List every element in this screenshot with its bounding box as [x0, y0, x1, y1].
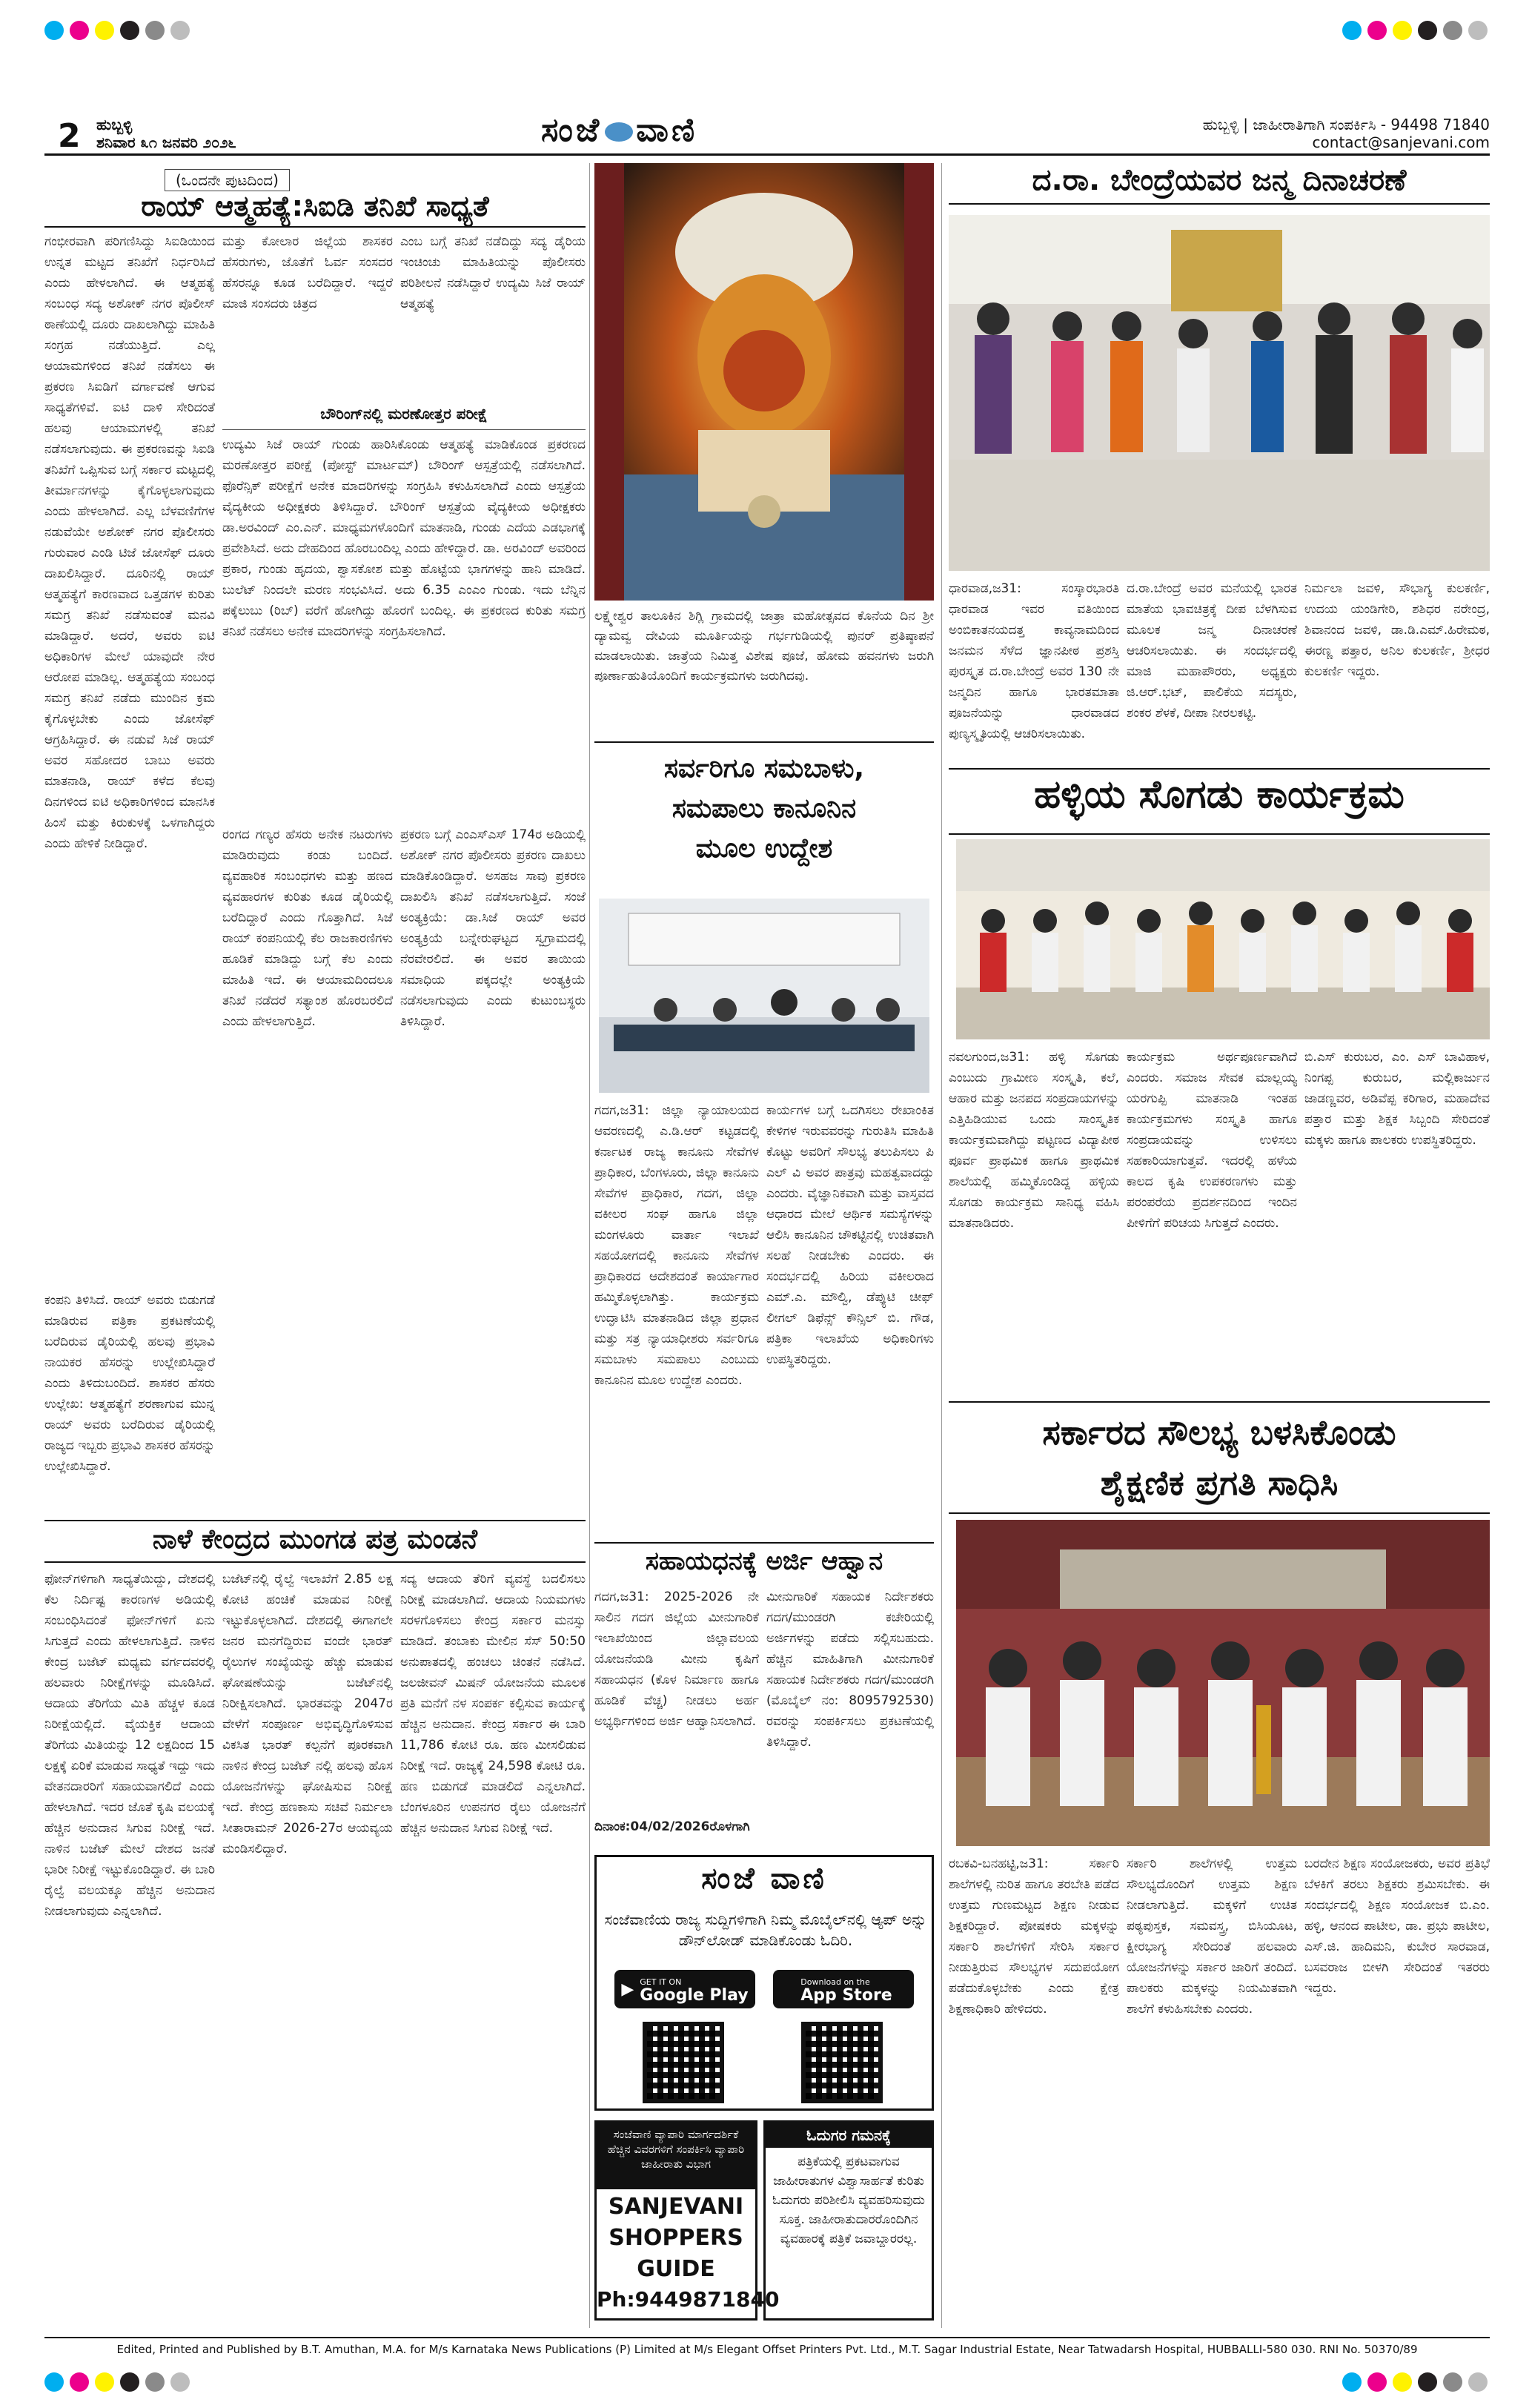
budget-column-1: ಫೋನ್‌ಗಳಿಗಾಗಿ ಸಾಧ್ಯತೆಯಿದ್ದು, ದೇಶದಲ್ಲಿ ಕೆಲ ನಿರ್ದಿಷ್ಟ ಕಾರಣಗಳ ಅಡಿಯಲ್ಲಿ ಸಂಬಂಧಿಸಿದಂತೆ ಫೋನ್‌ಗಳಿಗೆ ಏನು ಸಿಗುತ್ತದೆ ಎಂದು ಹೇಳಲಾಗುತ್ತಿದೆ. ನಾಳಿನ ಕೇಂದ್ರ ಬಜೆಟ್ ಮಧ್ಯಮ ವರ್ಗದವರಲ್ಲಿ ಹಲವಾರು ನಿರೀಕ್ಷೆಗಳನ್ನು ಮೂಡಿಸಿದೆ. ಆದಾಯ ತೆರಿಗೆಯ ಮಿತಿ ಹೆಚ್ಚಳ ಕೂಡ ನಿರೀಕ್ಷೆಯಲ್ಲಿದೆ. ವೈಯಕ್ತಿಕ ಆದಾಯ ತೆರಿಗೆಯ ಮಿತಿಯನ್ನು 12 ಲಕ್ಷದಿಂದ 15 ಲಕ್ಷಕ್ಕೆ ಏರಿಕೆ ಮಾಡುವ ಸಾಧ್ಯತೆ ಇದ್ದು ಇದು ವೇತನದಾರರಿಗೆ ಸಹಾಯವಾಗಲಿದೆ ಎಂದು ಹೇಳಲಾಗಿದೆ. ಇದರ ಜೊತೆ ಕೃಷಿ ವಲಯಕ್ಕೆ ಹೆಚ್ಚಿನ ಅನುದಾನ ಸಿಗುವ ನಿರೀಕ್ಷೆ ಇದೆ. ನಾಳಿನ ಬಜೆಟ್ ಮೇಲೆ ದೇಶದ ಜನತೆ ಭಾರೀ ನಿರೀಕ್ಷೆ ಇಟ್ಟುಕೊಂಡಿದ್ದಾರೆ. ಈ ಬಾರಿ ರೈಲ್ವೆ ವಲಯಕ್ಕೂ ಹೆಚ್ಚಿನ ಅನುದಾನ ನೀಡಲಾಗುವುದು ಎನ್ನಲಾಗಿದೆ.: [44, 1572, 215, 1919]
qr-code-ios-icon: [801, 2022, 883, 2103]
education-column-1: ರಬಕವಿ-ಬನಹಟ್ಟಿ,ಜ31: ಸರ್ಕಾರಿ ಶಾಲೆಗಳಲ್ಲಿ ನುರಿತ ಹಾಗೂ ತರಬೇತಿ ಪಡೆದ ಉತ್ತಮ ಗುಣಮಟ್ಟದ ಶಿಕ್ಷಣ ನೀಡುವ ಶಿಕ್ಷಕರಿದ್ದಾರೆ. ಪೋಷಕರು ಮಕ್ಕಳನ್ನು ಸರ್ಕಾರಿ ಶಾಲೆಗಳಿಗೆ ಸೇರಿಸಿ ಸರ್ಕಾರ ನೀಡುತ್ತಿರುವ ಸೌಲಭ್ಯಗಳ ಸದುಪಯೋಗ ಪಡೆದುಕೊಳ್ಳಬೇಕು ಎಂದು ಕ್ಷೇತ್ರ ಶಿಕ್ಷಣಾಧಿಕಾರಿ ಹೇಳಿದರು.: [949, 1856, 1119, 2017]
black-dot: [120, 2372, 139, 2392]
gray-dot: [1443, 2372, 1462, 2392]
headline-rai: ರಾಯ್ ಆತ್ಮಹತ್ಯೆ:ಸಿಐಡಿ ತನಿಖೆ ಸಾಧ್ಯತೆ: [44, 190, 586, 228]
cyan-dot: [44, 2372, 64, 2392]
shoppers-guide-header: ಸಂಜೆವಾಣಿ ವ್ಯಾಪಾರಿ ಮಾರ್ಗದರ್ಶಿಕೆ ಹೆಚ್ಚಿನ ವಿವರಗಳಿಗೆ ಸಂಪರ್ಕಿಸಿ ವ್ಯಾಪಾರಿ ಜಾಹೀರಾತು ವಿಭಾಗ: [597, 2123, 755, 2189]
magenta-dot: [1367, 2372, 1387, 2392]
headline-equality: [594, 749, 934, 869]
education-event-photo: [956, 1520, 1490, 1846]
column-rule: [941, 163, 942, 2328]
black-dot: [120, 21, 139, 40]
village-event-photo: [956, 839, 1490, 1039]
yellow-dot: [95, 21, 114, 40]
headline-budget: ನಾಳೆ ಕೇಂದ್ರದ ಮುಂಗಡ ಪತ್ರ ಮಂಡನೆ: [152, 1524, 478, 1555]
registration-marks-top-left: [44, 21, 190, 40]
gray-dot: [145, 21, 165, 40]
registration-marks-top-right: [1342, 21, 1488, 40]
rai-column-1: ಗಂಭೀರವಾಗಿ ಪರಿಗಣಿಸಿದ್ದು ಸಿಐಡಿಯಿಂದ ಉನ್ನತ ಮಟ್ಟದ ತನಿಖೆಗೆ ನಿರ್ಧರಿಸಿದೆ ಎಂದು ಹೇಳಲಾಗಿದೆ. ಈ ಆತ್ಮಹತ್ಯೆ ಸಂಬಂಧ ಸದ್ಯ ಅಶೋಕ್ ನಗರ ಪೊಲೀಸ್ ಠಾಣೆಯಲ್ಲಿ ದೂರು ದಾಖಲಾಗಿದ್ದು ಮಾಹಿತಿ ಸಂಗ್ರಹ ನಡೆಯುತ್ತಿದೆ. ಎಲ್ಲ ಆಯಾಮಗಳಿಂದ ತನಿಖೆ ನಡೆಸಲು ಈ ಪ್ರಕರಣ ಸಿಐಡಿಗೆ ವರ್ಗಾವಣೆ ಆಗುವ ಸಾಧ್ಯತೆಗಳಿವೆ. ಐಟಿ ದಾಳಿ ಸೇರಿದಂತೆ ಹಲವು ಆಯಾಮಗಳಲ್ಲಿ ತನಿಖೆ ನಡೆಸಲಾಗುವುದು. ಈ ಪ್ರಕರಣವನ್ನು ಸಿಐಡಿ ತನಿಖೆಗೆ ಒಪ್ಪಿಸುವ ಬಗ್ಗೆ ಸರ್ಕಾರ ಮಟ್ಟದಲ್ಲಿ ತೀರ್ಮಾನಗಳನ್ನು ಕೈಗೊಳ್ಳಲಾಗುವುದು ಎಂದು ಹೇಳಲಾಗಿದೆ. ಎಲ್ಲ ಬೆಳವಣಿಗೆಗಳ ನಡುವೆಯೇ ಅಶೋಕ್ ನಗರ ಪೊಲೀಸರು ಗುರುವಾರ ಎಂಡಿ ಟಿಜೆ ಜೋಸೆಫ್ ದೂರು ದಾಖಲಿಸಿದ್ದಾರೆ. ದೂರಿನಲ್ಲಿ ರಾಯ್ ಆತ್ಮಹತ್ಯೆಗೆ ಕಾರಣವಾದ ಒತ್ತಡಗಳ ಕುರಿತು ಸಮಗ್ರ ತನಿಖೆ ನಡೆಸುವಂತೆ ಮನವಿ ಮಾಡಿದ್ದಾರೆ. ಅದರೆ, ಅವರು ಐಟಿ ಅಧಿಕಾರಿಗಳ ಮೇಲೆ ಯಾವುದೇ ನೇರ ಆರೋಪ ಮಾಡಿಲ್ಲ. ಆತ್ಮಹತ್ಯೆಯ ಸಂಬಂಧ ಸಮಗ್ರ ತನಿಖೆ ನಡೆದು ಮುಂದಿನ ಕ್ರಮ ಕೈಗೊಳ್ಳಬೇಕು ಎಂದು ಜೋಸೆಫ್ ಆಗ್ರಹಿಸಿದ್ದಾರೆ. ಈ ನಡುವೆ ಸಿಜೆ ರಾಯ್ ಅವರ ಸಹೋದರ ಬಾಬು ಅವರು ಮಾತನಾಡಿ, ರಾಯ್ ಕಳೆದ ಕೆಲವು ದಿನಗಳಿಂದ ಐಟಿ ಅಧಿಕಾರಿಗಳಿಂದ ಮಾನಸಿಕ ಹಿಂಸೆ ಮತ್ತು ಕಿರುಕುಳಕ್ಕೆ ಒಳಗಾಗಿದ್ದರು ಎಂದು ಹೇಳಿಕೆ ನೀಡಿದ್ದಾರೆ.: [44, 234, 215, 851]
registration-marks-bottom-right: [1342, 2372, 1488, 2392]
headline-education: [949, 1407, 1490, 1508]
readers-notice-body: ಪತ್ರಿಕೆಯಲ್ಲಿ ಪ್ರಕಟವಾಗುವ ಜಾಹೀರಾತುಗಳ ವಿಶ್ವಾಸಾರ್ಹತೆ ಕುರಿತು ಓದುಗರು ಪರಿಶೀಲಿಸಿ ವ್ಯವಹರಿಸುವುದು ಸೂಕ್ತ. ಜಾಹೀರಾತುದಾರರೊಂದಿಗಿನ ವ್ಯವಹಾರಕ್ಕೆ ಪತ್ರಿಕೆ ಜವಾಬ್ದಾರರಲ್ಲ.: [772, 2154, 925, 2246]
equality-column-1: ಗದಗ,ಜ31: ಜಿಲ್ಲಾ ನ್ಯಾಯಾಲಯದ ಆವರಣದಲ್ಲಿ ಎ.ಡಿ.ಆರ್ ಕಟ್ಟಡದಲ್ಲಿ ಕರ್ನಾಟಕ ರಾಜ್ಯ ಕಾನೂನು ಸೇವೆಗಳ ಪ್ರಾಧಿಕಾರ, ಬೆಂಗಳೂರು, ಜಿಲ್ಲಾ ಕಾನೂನು ಸೇವೆಗಳ ಪ್ರಾಧಿಕಾರ, ಗದಗ, ಜಿಲ್ಲಾ ವಕೀಲರ ಸಂಘ ಹಾಗೂ ಜಿಲ್ಲಾ ಮಂಗಳೂರು ವಾರ್ತಾ ಇಲಾಖೆ ಸಹಯೋಗದಲ್ಲಿ ಕಾನೂನು ಸೇವೆಗಳ ಪ್ರಾಧಿಕಾರದ ಆದೇಶದಂತೆ ಕಾರ್ಯಾಗಾರ ಹಮ್ಮಿಕೊಳ್ಳಲಾಗಿತ್ತು. ಕಾರ್ಯಕ್ರಮ ಉದ್ಘಾಟಿಸಿ ಮಾತನಾಡಿದ ಜಿಲ್ಲಾ ಪ್ರಧಾನ ಮತ್ತು ಸತ್ರ ನ್ಯಾಯಾಧೀಶರು ಸರ್ವರಿಗೂ ಸಮಬಾಳು ಸಮಪಾಲು ಎಂಬುದು ಕಾನೂನಿನ ಮೂಲ ಉದ್ದೇಶ ಎಂದರು.: [594, 1103, 759, 1388]
bendre-event-photo: [949, 215, 1490, 571]
gray-dot: [145, 2372, 165, 2392]
page-number: 2: [58, 117, 81, 155]
qr-code-android-icon: [643, 2022, 724, 2103]
gray-dot: [1443, 21, 1462, 40]
divider: [949, 833, 1490, 835]
black-dot: [1418, 2372, 1437, 2392]
yellow-dot: [1393, 21, 1412, 40]
application-notice-date: ದಿನಾಂಕ:04/02/2026ರೊಳಗಾಗಿ: [594, 1819, 750, 1834]
magenta-dot: [70, 2372, 89, 2392]
application-column-2: ಮೀನುಗಾರಿಕೆ ಸಹಾಯಕ ನಿರ್ದೇಶಕರು ಗದಗ/ಮುಂಡರಗಿ ಕಚೇರಿಯಲ್ಲಿ ಅರ್ಜಿಗಳನ್ನು ಪಡೆದು ಸಲ್ಲಿಸಬಹುದು. ಹೆಚ್ಚಿನ ಮಾಹಿತಿಗಾಗಿ ಮೀನುಗಾರಿಕೆ ಸಹಾಯಕ ನಿರ್ದೇಶಕರು ಗದಗ/ಮುಂಡರಗಿ (ಮೊಬೈಲ್ ನಂ: 8095792530) ರವರನ್ನು ಸಂಪರ್ಕಿಸಲು ಪ್ರಕಟಣೆಯಲ್ಲಿ ತಿಳಿಸಿದ್ದಾರೆ.: [766, 1590, 934, 1750]
ad-contact-line: ಹುಬ್ಬಳ್ಳಿ | ಜಾಹೀರಾತಿಗಾಗಿ ಸಂಪರ್ಕಿಸಿ - 94498 71840: [1202, 116, 1490, 133]
cyan-dot: [44, 21, 64, 40]
divider: [594, 1542, 934, 1544]
ad-tagline: ಸಂಜೆವಾಣಿಯ ರಾಜ್ಯ ಸುದ್ದಿಗಳಿಗಾಗಿ ನಿಮ್ಮ ಮೊಬೈಲ್‌ನಲ್ಲಿ ಆ್ಯಪ್ ಅನ್ನು ಡೌನ್‌ಲೋಡ್ ಮಾಡಿಕೊಂಡು ಓದಿರಿ.: [604, 1911, 927, 1949]
google-play-label: Google Play: [640, 1986, 749, 2005]
globe-icon: [605, 122, 633, 142]
app-store-label: App Store: [800, 1986, 892, 2005]
imprint-footer: Edited, Printed and Published by B.T. Amuthan, M.A. for M/s Karnataka News Publications (P) Limited at M/s Elegant Offset Printers Pvt. Ltd., M.T. Sagar Industrial Estate, Near Tatwadarsh Hospital, HUBBALLI-580 030. RNI No. 50370/89: [44, 2337, 1490, 2359]
education-column-2: ಸರ್ಕಾರಿ ಶಾಲೆಗಳಲ್ಲಿ ಉತ್ತಮ ಸೌಲಭ್ಯದೊಂದಿಗೆ ಉತ್ತಮ ಶಿಕ್ಷಣ ನೀಡಲಾಗುತ್ತಿದೆ. ಮಕ್ಕಳಿಗೆ ಉಚಿತ ಪಠ್ಯಪುಸ್ತಕ, ಸಮವಸ್ತ್ರ, ಬಿಸಿಯೂಟ, ಕ್ಷೀರಭಾಗ್ಯ ಸೇರಿದಂತೆ ಹಲವಾರು ಯೋಜನೆಗಳನ್ನು ಸರ್ಕಾರ ಜಾರಿಗೆ ತಂದಿದೆ. ಪಾಲಕರು ಮಕ್ಕಳನ್ನು ನಿಯಮಿತವಾಗಿ ಶಾಲೆಗೆ ಕಳುಹಿಸಬೇಕು ಎಂದರು.: [1127, 1856, 1297, 2017]
village-column-3: ಬಿ.ಎಸ್ ಕುರುಬರ, ಎಂ. ಎಸ್ ಬಾವಿಹಾಳ, ನಿಂಗಪ್ಪ ಕುರುಬರ, ಮಲ್ಲಿಕಾರ್ಜುನ ಜಾಡಣ್ಣವರ, ಅಡಿವೆಪ್ಪ ಕರಿಗಾರ, ಮಹಾದೇವ ಪತ್ತಾರ ಮತ್ತು ಶಿಕ್ಷಕ ಸಿಬ್ಬಂದಿ ಸೇರಿದಂತೆ ಮಕ್ಕಳು ಹಾಗೂ ಪಾಲಕರು ಉಪಸ್ಥಿತರಿದ್ದರು.: [1304, 1050, 1490, 1148]
play-icon: ▶: [621, 1979, 634, 1999]
headline-equality-line-1: ಸರ್ವರಿಗೂ ಸಮಬಾಳು,: [663, 753, 865, 784]
newspaper-logo: [541, 111, 697, 149]
google-small-label: GET IT ON: [640, 1977, 682, 1987]
headline-equality-line-3: ಮೂಲ ಉದ್ದೇಶ: [695, 833, 833, 864]
budget-column-2: ಬಜೆಟ್‌ನಲ್ಲಿ ರೈಲ್ವೆ ಇಲಾಖೆಗೆ 2.85 ಲಕ್ಷ ಕೋಟಿ ಹಂಚಿಕೆ ಮಾಡುವ ನಿರೀಕ್ಷೆ ಇಟ್ಟುಕೊಳ್ಳಲಾಗಿದೆ. ದೇಶದಲ್ಲಿ ಈಗಾಗಲೇ ಜನರ ಮನಗೆದ್ದಿರುವ ವಂದೇ ಭಾರತ್ ರೈಲುಗಳ ಸಂಖ್ಯೆಯನ್ನು ಹೆಚ್ಚು ಮಾಡುವ ಘೋಷಣೆಯನ್ನು ಬಜೆಟ್‌ನಲ್ಲಿ ನಿರೀಕ್ಷಿಸಲಾಗಿದೆ. ಭಾರತವನ್ನು 2047ರ ವೇಳೆಗೆ ಸಂಪೂರ್ಣ ಅಭಿವೃದ್ಧಿಗೊಳಿಸುವ ವಿಕಸಿತ ಭಾರತ್ ಕಲ್ಪನೆಗೆ ಪೂರಕವಾಗಿ ನಾಳಿನ ಕೇಂದ್ರ ಬಜೆಟ್ ನಲ್ಲಿ ಹಲವು ಹೊಸ ಯೋಜನೆಗಳನ್ನು ಘೋಷಿಸುವ ನಿರೀಕ್ಷೆ ಇದೆ. ಕೇಂದ್ರ ಹಣಕಾಸು ಸಚಿವೆ ನಿರ್ಮಲಾ ಸೀತಾರಾಮನ್ 2026-27ರ ಆಯವ್ಯಯ ಮಂಡಿಸಲಿದ್ದಾರೆ.: [222, 1572, 393, 1856]
temple-deity-photo: [594, 163, 934, 601]
magenta-dot: [70, 21, 89, 40]
rai-subhead: ಬೌರಿಂಗ್‌ನಲ್ಲಿ ಮರಣೋತ್ತರ ಪರೀಕ್ಷೆ: [222, 405, 586, 430]
contact-email: contact@sanjevani.com: [1312, 133, 1490, 151]
lightgray-dot: [1468, 21, 1488, 40]
masthead-city: ಹುಬ್ಬಳ್ಳಿ: [96, 116, 133, 133]
headline-equality-line-2: ಸಮಪಾಲು ಕಾನೂನಿನ: [672, 793, 857, 824]
page-masthead: [44, 111, 1490, 156]
divider: [44, 1520, 586, 1521]
rai-column-3: ಎಂಬ ಬಗ್ಗೆ ತನಿಖೆ ನಡೆದಿದ್ದು ಸದ್ಯ ಡೈರಿಯ ಇಂಚಿಂಚು ಮಾಹಿತಿಯನ್ನು ಪೊಲೀಸರು ಪರಿಶೀಲನೆ ನಡೆಸಿದ್ದಾರೆ ಉದ್ಯಮಿ ಸಿಜೆ ರಾಯ್ ಆತ್ಮಹತ್ಯೆ: [400, 234, 586, 311]
shoppers-guide-ad: [594, 2120, 780, 2321]
apple-small-label: Download on the: [800, 1977, 870, 1987]
bendre-column-3: ನಿರ್ಮಲಾ ಜವಳಿ, ಸೌಭಾಗ್ಯ ಕುಲಕರ್ಣಿ, ಉದಯ ಯಂಡಿಗೇರಿ, ಶಶಿಧರ ನರೇಂದ್ರ, ಶಿವಾನಂದ ಜವಳಿ, ಡಾ.ಡಿ.ಎಮ್.ಹಿರೇಮಠ, ಈರಣ್ಣ ಪತ್ತಾರ, ಅನಿಲ ಕುಲಕರ್ಣಿ, ಶ್ರೀಧರ ಕುಲಕರ್ಣಿ ಇದ್ದರು.: [1304, 581, 1490, 679]
rai-column-bottom-2: ರಂಗದ ಗಣ್ಯರ ಹೆಸರು ಅನೇಕ ನಟರುಗಳು ಮಾಡಿರುವುದು ಕಂಡು ಬಂದಿದೆ. ವ್ಯವಹಾರಿಕ ಸಂಬಂಧಗಳು ಮತ್ತು ಹಣದ ವ್ಯವಹಾರಗಳ ಕುರಿತು ಕೂಡ ಡೈರಿಯಲ್ಲಿ ಬರೆದಿದ್ದಾರೆ ಎಂದು ಗೊತ್ತಾಗಿದೆ. ಸಿಜೆ ರಾಯ್ ಕಂಪನಿಯಲ್ಲಿ ಕೆಲ ರಾಜಕಾರಣಿಗಳು ಹೂಡಿಕೆ ಮಾಡಿದ್ದು ಬಗ್ಗೆ ಕೆಲ ಎಂದು ಮಾಹಿತಿ ಇದೆ. ಈ ಆಯಾಮದಿಂದಲೂ ತನಿಖೆ ನಡೆದರೆ ಸತ್ಯಾಂಶ ಹೊರಬರಲಿದೆ ಎಂದು ಹೇಳಲಾಗುತ್ತಿದೆ.: [222, 827, 393, 1029]
headline-village: ಹಳ್ಳಿಯ ಸೊಗಡು ಕಾರ್ಯಕ್ರಮ: [1034, 773, 1405, 817]
equality-column-2: ಕಾರ್ಯಗಳ ಬಗ್ಗೆ ಒದಗಿಸಲು ರೇಖಾಂಕಿತ ಕೇಳಿಗಳ ಇರುವವರನ್ನು ಗುರುತಿಸಿ ಮಾಹಿತಿ ಕೊಟ್ಟು ಅವರಿಗೆ ಸೌಲಭ್ಯ ತಲುಪಿಸಲು ಪಿ ಎಲ್ ವಿ ಅವರ ಪಾತ್ರವು ಮಹತ್ವವಾದದ್ದು ಎಂದರು. ವೈಜ್ಞಾನಿಕವಾಗಿ ಮತ್ತು ವಾಸ್ತವದ ಆಧಾರದ ಮೇಲೆ ಆರ್ಥಿಕ ಸಮಸ್ಯೆಗಳನ್ನು ಆಲಿಸಿ ಕಾನೂನಿನ ಚೌಕಟ್ಟಿನಲ್ಲಿ ಉಚಿತವಾಗಿ ಸಲಹೆ ನೀಡಬೇಕು ಎಂದರು. ಈ ಸಂದರ್ಭದಲ್ಲಿ ಹಿರಿಯ ವಕೀಲರಾದ ಎಮ್.ಎ. ಮೌಲ್ವಿ, ಡೆಪ್ಯುಟಿ ಚೀಫ್ ಲೀಗಲ್ ಡಿಫೆನ್ಸ್ ಕೌನ್ಸಿಲ್ ಬಿ. ಗೌಡ, ಪತ್ರಿಕಾ ಇಲಾಖೆಯ ಅಧಿಕಾರಿಗಳು ಉಪಸ್ಥಿತರಿದ್ದರು.: [766, 1103, 934, 1367]
lightgray-dot: [170, 2372, 190, 2392]
column-rule: [589, 163, 590, 2328]
divider: [949, 768, 1490, 770]
rai-column-bottom-3: ಪ್ರಕರಣ ಬಗ್ಗೆ ಎಂಎಸ್‌ಎಸ್ 174ರ ಅಡಿಯಲ್ಲಿ ಅಶೋಕ್ ನಗರ ಪೊಲೀಸರು ಪ್ರಕರಣ ದಾಖಲು ಮಾಡಿಕೊಂಡಿದ್ದಾರೆ. ಅಸಹಜ ಸಾವು ಪ್ರಕರಣ ದಾಖಲಿಸಿ ತನಿಖೆ ನಡೆಸಲಾಗುತ್ತಿದೆ. ಸಂಜೆ ಅಂತ್ಯಕ್ರಿಯೆ: ಡಾ.ಸಿಜೆ ರಾಯ್ ಅವರ ಅಂತ್ಯಕ್ರಿಯೆ ಬನ್ನೇರುಘಟ್ಟದ ಸ್ವಗ್ರಾಮದಲ್ಲಿ ನೆರವೇರಲಿದೆ. ಈ ಅವರ ತಾಯಿಯ ಸಮಾಧಿಯ ಪಕ್ಕದಲ್ಲೇ ಅಂತ್ಯಕ್ರಿಯೆ ನಡೆಸಲಾಗುವುದು ಎಂದು ಕುಟುಂಬಸ್ಥರು ತಿಳಿಸಿದ್ದಾರೆ.: [400, 827, 586, 1029]
headline-application: ಸಹಾಯಧನಕ್ಕೆ ಅರ್ಜಿ ಆಹ್ವಾನ: [645, 1547, 883, 1576]
readers-notice-box: [763, 2120, 934, 2321]
black-dot: [1418, 21, 1437, 40]
temple-photo-caption: ಲಕ್ಷ್ಮೇಶ್ವರ ತಾಲೂಕಿನ ಶಿಗ್ಲಿ ಗ್ರಾಮದಲ್ಲಿ ಜಾತ್ರಾ ಮಹೋತ್ಸವದ ಕೊನೆಯ ದಿನ ಶ್ರೀ ದ್ಯಾಮವ್ವ ದೇವಿಯ ಮೂರ್ತಿಯನ್ನು ಗರ್ಭಗುಡಿಯಲ್ಲಿ ಪುನರ್ ಪ್ರತಿಷ್ಠಾಪನೆ ಮಾಡಲಾಯಿತು. ಜಾತ್ರೆಯ ನಿಮಿತ್ತ ವಿಶೇಷ ಪೂಜೆ, ಹೋಮ ಹವನಗಳು ಜರುಗಿ ಪೂರ್ಣಾಹುತಿಯೊಂದಿಗೆ ಕಾರ್ಯಕ್ರಮಗಳು ಜರುಗಿದವು.: [594, 609, 934, 684]
cyan-dot: [1342, 2372, 1362, 2392]
masthead-dateline: [96, 116, 236, 151]
divider: [949, 1512, 1490, 1514]
rai-body-wide: ಉದ್ಯಮಿ ಸಿಜೆ ರಾಯ್ ಗುಂಡು ಹಾರಿಸಿಕೊಂಡು ಆತ್ಮಹತ್ಯೆ ಮಾಡಿಕೊಂಡ ಪ್ರಕರಣದ ಮರಣೋತ್ತರ ಪರೀಕ್ಷೆ (ಪೋಸ್ಟ್ ಮಾರ್ಟಮ್) ಬೌರಿಂಗ್ ಆಸ್ಪತ್ರೆಯಲ್ಲಿ ನಡೆಸಲಾಗಿದೆ. ಫೊರೆನ್ಸಿಕ್ ಪರೀಕ್ಷೆಗೆ ಅನೇಕ ಮಾದರಿಗಳನ್ನು ಸಂಗ್ರಹಿಸಿ ಕಳುಹಿಸಲಾಗಿದೆ ಎಂದು ಆಸ್ಪತ್ರೆಯ ವೈದ್ಯಕೀಯ ಅಧೀಕ್ಷಕರು ತಿಳಿಸಿದ್ದಾರೆ. ಬೌರಿಂಗ್ ಆಸ್ಪತ್ರೆಯ ವೈದ್ಯಕೀಯ ಅಧೀಕ್ಷಕರು ಡಾ.ಅರವಿಂದ್ ಎಂ.ಎನ್. ಮಾಧ್ಯಮಗಳೊಂದಿಗೆ ಮಾತನಾಡಿ, ಗುಂಡು ಎದೆಯ ಎಡಭಾಗಕ್ಕೆ ಪ್ರವೇಶಿಸಿದೆ. ಅದು ದೇಹದಿಂದ ಹೊರಬಂದಿಲ್ಲ ಎಂದು ಹೇಳಿದ್ದಾರೆ. ಡಾ. ಅರವಿಂದ್ ಅವರಿಂದ ಪ್ರಕಾರ, ಗುಂಡು ಹೃದಯ, ಶ್ವಾಸಕೋಶ ಮತ್ತು ಹೊಟ್ಟೆಯ ಭಾಗಗಳನ್ನು ಹಾನಿ ಮಾಡಿದೆ. ಬುಲೆಟ್ ನಿಂದಲೇ ಮರಣ ಸಂಭವಿಸಿದೆ. ಅದು 6.35 ಎಂಎಂ ಗುಂಡು. ಇದು ಬೆನ್ನಿನ ಪಕ್ಕೆಲುಬು (ರಿಬ್) ವರೆಗೆ ಹೋಗಿದ್ದು ಹೊರಗೆ ಬಂದಿಲ್ಲ. ಈ ಪ್ರಕರಣದ ಕುರಿತು ಸಮಗ್ರ ತನಿಖೆ ನಡೆಸಲು ಅನೇಕ ಮಾದರಿಗಳನ್ನು ಸಂಗ್ರಹಿಸಲಾಗಿದೆ.: [222, 437, 586, 639]
village-column-2: ಕಾರ್ಯಕ್ರಮ ಅರ್ಥಪೂರ್ಣವಾಗಿದೆ ಎಂದರು. ಸಮಾಜ ಸೇವಕ ಮಾಲ್ಲಯ್ಯ ಯರಗುಪ್ಪಿ ಮಾತನಾಡಿ ಇಂತಹ ಕಾರ್ಯಕ್ರಮಗಳು ಸಂಸ್ಕೃತಿ ಹಾಗೂ ಸಂಪ್ರದಾಯವನ್ನು ಉಳಿಸಲು ಸಹಕಾರಿಯಾಗುತ್ತವೆ. ಇದರಲ್ಲಿ ಹಳೆಯ ಕಾಲದ ಕೃಷಿ ಉಪಕರಣಗಳು ಮತ್ತು ಪರಂಪರೆಯ ಪ್ರದರ್ಶನದಿಂದ ಇಂದಿನ ಪೀಳಿಗೆಗೆ ಪರಿಚಯ ಸಿಗುತ್ತದೆ ಎಂದರು.: [1127, 1050, 1297, 1231]
shoppers-line-2: SHOPPERS: [609, 2225, 743, 2251]
shoppers-phone: Ph:9449871840: [597, 2287, 780, 2312]
education-column-3: ಬರದೇನ ಶಿಕ್ಷಣ ಸಂಯೋಜಕರು, ಅವರ ಪ್ರತಿಭೆ ಬೆಳಕಿಗೆ ತರಲು ಶಿಕ್ಷಕರು ಶ್ರಮಿಸಬೇಕು. ಈ ಸಂದರ್ಭದಲ್ಲಿ ಶಿಕ್ಷಣ ಸಂಯೋಜಕ ಬಿ.ಎಂ. ಹಳ್ಳಿ, ಆನಂದ ಪಾಟೀಲ, ಡಾ. ಪ್ರಭು ಪಾಟೀಲ, ಎಸ್.ಜಿ. ಹಾದಿಮನಿ, ಕುಬೇರ ಸಾರವಾಡ, ಬಸವರಾಜ ಬೀಳಗಿ ಸೇರಿದಂತೆ ಇತರರು ಇದ್ದರು.: [1304, 1856, 1490, 1996]
ad-logo: ಸಂಜೆ ವಾಣಿ: [701, 1862, 827, 1896]
magenta-dot: [1367, 21, 1387, 40]
masthead-contact: [1203, 116, 1490, 151]
app-download-ad: [594, 1855, 934, 2111]
rai-column-bottom-1: ಕಂಪನಿ ತಿಳಿಸಿದೆ. ರಾಯ್ ಅವರು ಬಿಡುಗಡೆ ಮಾಡಿರುವ ಪತ್ರಿಕಾ ಪ್ರಕಟಣೆಯಲ್ಲಿ ಬರೆದಿರುವ ಡೈರಿಯಲ್ಲಿ ಹಲವು ಪ್ರಭಾವಿ ನಾಯಕರ ಹೆಸರನ್ನು ಉಲ್ಲೇಖಿಸಿದ್ದಾರೆ ಎಂದು ತಿಳಿದುಬಂದಿದೆ. ಶಾಸಕರ ಹೆಸರು ಉಲ್ಲೇಖ: ಆತ್ಮಹತ್ಯೆಗೆ ಶರಣಾಗುವ ಮುನ್ನ ರಾಯ್ ಅವರು ಬರೆದಿರುವ ಡೈರಿಯಲ್ಲಿ ರಾಜ್ಯದ ಇಬ್ಬರು ಪ್ರಭಾವಿ ಶಾಸಕರ ಹೆಸರನ್ನು ಉಲ್ಲೇಖಿಸಿದ್ದಾರೆ.: [44, 1293, 215, 1474]
bendre-column-1: ಧಾರವಾಡ,ಜ31: ಸಂಸ್ಕಾರಭಾರತಿ ಧಾರವಾಡ ಇವರ ವತಿಯಿಂದ ಅಂಬಿಕಾತನಯದತ್ತ ಕಾವ್ಯನಾಮದಿಂದ ಜನಮನ ಸೆಳೆದ ಜ್ಞಾನಪೀಠ ಪ್ರಶಸ್ತಿ ಪುರಸ್ಕೃತ ದ.ರಾ.ಬೇಂದ್ರೆ ಅವರ 130 ನೇ ಜನ್ಮದಿನ ಹಾಗೂ ಭಾರತಮಾತಾ ಪೂಜನೆಯನ್ನು ಧಾರವಾಡದ ಪುಣ್ಯಸ್ಮೃತಿಯಲ್ಲಿ ಆಚರಿಸಲಾಯಿತು.: [949, 581, 1119, 741]
cyan-dot: [1342, 21, 1362, 40]
lightgray-dot: [170, 21, 190, 40]
legal-workshop-photo: [599, 899, 929, 1093]
bendre-column-2: ದ.ರಾ.ಬೇಂದ್ರೆ ಅವರ ಮನೆಯಲ್ಲಿ ಭಾರತ ಮಾತೆಯ ಭಾವಚಿತ್ರಕ್ಕೆ ದೀಪ ಬೆಳಗಿಸುವ ಮೂಲಕ ಜನ್ಮ ದಿನಾಚರಣೆ ಆಚರಿಸಲಾಯಿತು. ಈ ಸಂದರ್ಭದಲ್ಲಿ ಮಾಜಿ ಮಹಾಪೌರರು, ಅಧ್ಯಕ್ಷರು ಜಿ.ಆರ್.ಭಟ್, ಪಾಲಿಕೆಯ ಸದಸ್ಯರು, ಶಂಕರ ಶೆಳಕೆ, ದೀಪಾ ನೀರಲಕಟ್ಟಿ.: [1127, 581, 1297, 721]
headline-education-line-2: ಶೈಕ್ಷಣಿಕ ಪ್ರಗತಿ ಸಾಧಿಸಿ: [1100, 1463, 1339, 1503]
headline-bendre: ದ.ರಾ. ಬೇಂದ್ರೆಯವರ ಜನ್ಮ ದಿನಾಚರಣೆ: [949, 163, 1490, 205]
rai-column-2: ಮತ್ತು ಕೋಲಾರ ಜಿಲ್ಲೆಯ ಶಾಸಕರ ಹೆಸರುಗಳು, ಜೊತೆಗೆ ಓರ್ವ ಸಂಸದರ ಹೆಸರನ್ನೂ ಕೂಡ ಬರೆದಿದ್ದಾರೆ. ಇದ್ದರೆ ಮಾಜಿ ಸಂಸದರು ಚಿತ್ರದ: [222, 234, 393, 311]
readers-notice-title: ಓದುಗರ ಗಮನಕ್ಕೆ: [766, 2123, 932, 2148]
application-column-1: ಗದಗ,ಜ31: 2025-2026 ನೇ ಸಾಲಿನ ಗದಗ ಜಿಲ್ಲೆಯ ಮೀನುಗಾರಿಕೆ ಇಲಾಖೆಯಿಂದ ಜಿಲ್ಲಾವಲಯ ಯೋಜನೆಯಡಿ ಮೀನು ಕೃಷಿಗೆ ಸಹಾಯಧನ (ಕೊಳ ನಿರ್ಮಾಣ ಹಾಗೂ ಹೂಡಿಕೆ ವೆಚ್ಚ) ನೀಡಲು ಅರ್ಹ ಅಭ್ಯರ್ಥಿಗಳಿಂದ ಅರ್ಜಿ ಆಹ್ವಾನಿಸಲಾಗಿದೆ.: [594, 1590, 759, 1729]
yellow-dot: [95, 2372, 114, 2392]
budget-column-3: ಸದ್ಯ ಆದಾಯ ತೆರಿಗೆ ವ್ಯವಸ್ಥೆ ಬದಲಿಸಲು ನಿರೀಕ್ಷೆ ಮಾಡಲಾಗಿದೆ. ಆದಾಯ ನಿಯಮಗಳು ಸರಳಗೊಳಿಸಲು ಕೇಂದ್ರ ಸರ್ಕಾರ ಮನಸ್ಸು ಮಾಡಿದೆ. ತಂಬಾಕು ಮೇಲಿನ ಸೆಸ್ 50:50 ಅನುಪಾತದಲ್ಲಿ ಹಂಚಲು ಚಿಂತನೆ ನಡೆಸಿದೆ. ಜಲಜೀವನ್ ಮಿಷನ್ ಯೋಜನೆಯ ಮೂಲಕ ಪ್ರತಿ ಮನೆಗೆ ನಳ ಸಂಪರ್ಕ ಕಲ್ಪಿಸುವ ಕಾರ್ಯಕ್ಕೆ ಹೆಚ್ಚಿನ ಅನುದಾನ. ಕೇಂದ್ರ ಸರ್ಕಾರ ಈ ಬಾರಿ 11,786 ಕೋಟಿ ರೂ. ಹಣ ಮೀಸಲಿಡುವ ನಿರೀಕ್ಷೆ ಇದೆ. ರಾಜ್ಯಕ್ಕೆ 24,598 ಕೋಟಿ ರೂ. ಹಣ ಬಿಡುಗಡೆ ಮಾಡಲಿದೆ ಎನ್ನಲಾಗಿದೆ. ಬೆಂಗಳೂರಿನ ಉಪನಗರ ರೈಲು ಯೋಜನೆಗೆ ಹೆಚ್ಚಿನ ಅನುದಾನ ಸಿಗುವ ನಿರೀಕ್ಷೆ ಇದೆ.: [400, 1572, 586, 1836]
yellow-dot: [1393, 2372, 1412, 2392]
masthead-date: ಶನಿವಾರ ೩೧ ಜನವರಿ ೨೦೨೬: [96, 133, 236, 151]
continued-kicker: (ಒಂದನೇ ಪುಟದಿಂದ): [165, 169, 290, 191]
divider: [949, 1401, 1490, 1403]
village-column-1: ನವಲಗುಂದ,ಜ31: ಹಳ್ಳಿ ಸೊಗಡು ಎಂಬುದು ಗ್ರಾಮೀಣ ಸಂಸ್ಕೃತಿ, ಕಲೆ, ಆಹಾರ ಮತ್ತು ಜನಪದ ಸಂಪ್ರದಾಯಗಳನ್ನು ಎತ್ತಿಹಿಡಿಯುವ ಒಂದು ಸಾಂಸ್ಕೃತಿಕ ಕಾರ್ಯಕ್ರಮವಾಗಿದ್ದು ಪಟ್ಟಣದ ವಿದ್ಯಾಪೀಠ ಪೂರ್ವ ಪ್ರಾಥಮಿಕ ಹಾಗೂ ಪ್ರಾಥಮಿಕ ಶಾಲೆಯಲ್ಲಿ ಹಮ್ಮಿಕೊಂಡಿದ್ದ ಹಳ್ಳಿಯ ಸೊಗಡು ಕಾರ್ಯಕ್ರಮ ಸಾನಿಧ್ಯ ವಹಿಸಿ ಮಾತನಾಡಿದರು.: [949, 1050, 1119, 1231]
google-play-button[interactable]: [614, 1970, 755, 2008]
logo-text-left: ಸಂಜೆ: [541, 111, 603, 149]
headline-education-line-1: ಸರ್ಕಾರದ ಸೌಲಭ್ಯ ಬಳಸಿಕೊಂಡು: [1042, 1412, 1396, 1452]
divider: [594, 741, 934, 743]
registration-marks-bottom-left: [44, 2372, 190, 2392]
shoppers-line-1: SANJEVANI: [608, 2194, 744, 2220]
logo-text-right: ವಾಣಿ: [636, 111, 698, 149]
lightgray-dot: [1468, 2372, 1488, 2392]
divider: [44, 1561, 586, 1563]
shoppers-line-3: GUIDE: [637, 2256, 715, 2282]
app-store-button[interactable]: [773, 1970, 914, 2008]
